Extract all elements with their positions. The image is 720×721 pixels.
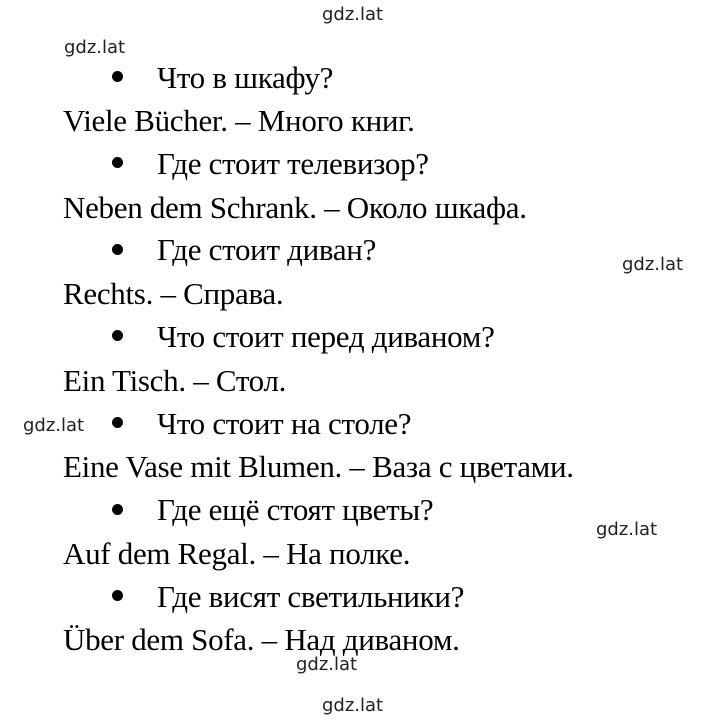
answer-text: Viele Bücher. – Много книг. [63,103,415,138]
bullet-icon [112,504,123,515]
question-text: Что стоит перед диваном? [157,319,495,354]
answer-text: Ein Tisch. – Стол. [63,363,287,398]
question-text: Где висят светильники? [157,579,465,614]
bullet-icon [112,244,123,255]
watermark: gdz.lat [322,4,384,25]
watermark: gdz.lat [64,37,126,58]
bullet-icon [112,71,123,82]
answer-text: Über dem Sofa. – Над диваном. [63,622,460,657]
bullet-icon [112,417,123,428]
question-text: Где ещё стоят цветы? [157,492,434,527]
answer-text: Eine Vase mit Blumen. – Ваза с цветами. [63,449,574,484]
watermark: gdz.lat [596,519,658,540]
answer-text: Neben dem Schrank. – Около шкафа. [63,190,527,225]
watermark: gdz.lat [622,254,684,275]
question-text: Что стоит на столе? [157,406,412,441]
watermark: gdz.lat [296,654,358,675]
bullet-icon [112,590,123,601]
bullet-icon [112,157,123,168]
question-text: Где стоит диван? [157,232,377,267]
question-text: Что в шкафу? [157,60,334,95]
answer-text: Auf dem Regal. – На полке. [63,536,411,571]
question-text: Где стоит телевизор? [157,146,429,181]
watermark: gdz.lat [322,695,384,716]
bullet-icon [112,330,123,341]
answer-text: Rechts. – Справа. [63,276,284,311]
watermark: gdz.lat [23,415,85,436]
